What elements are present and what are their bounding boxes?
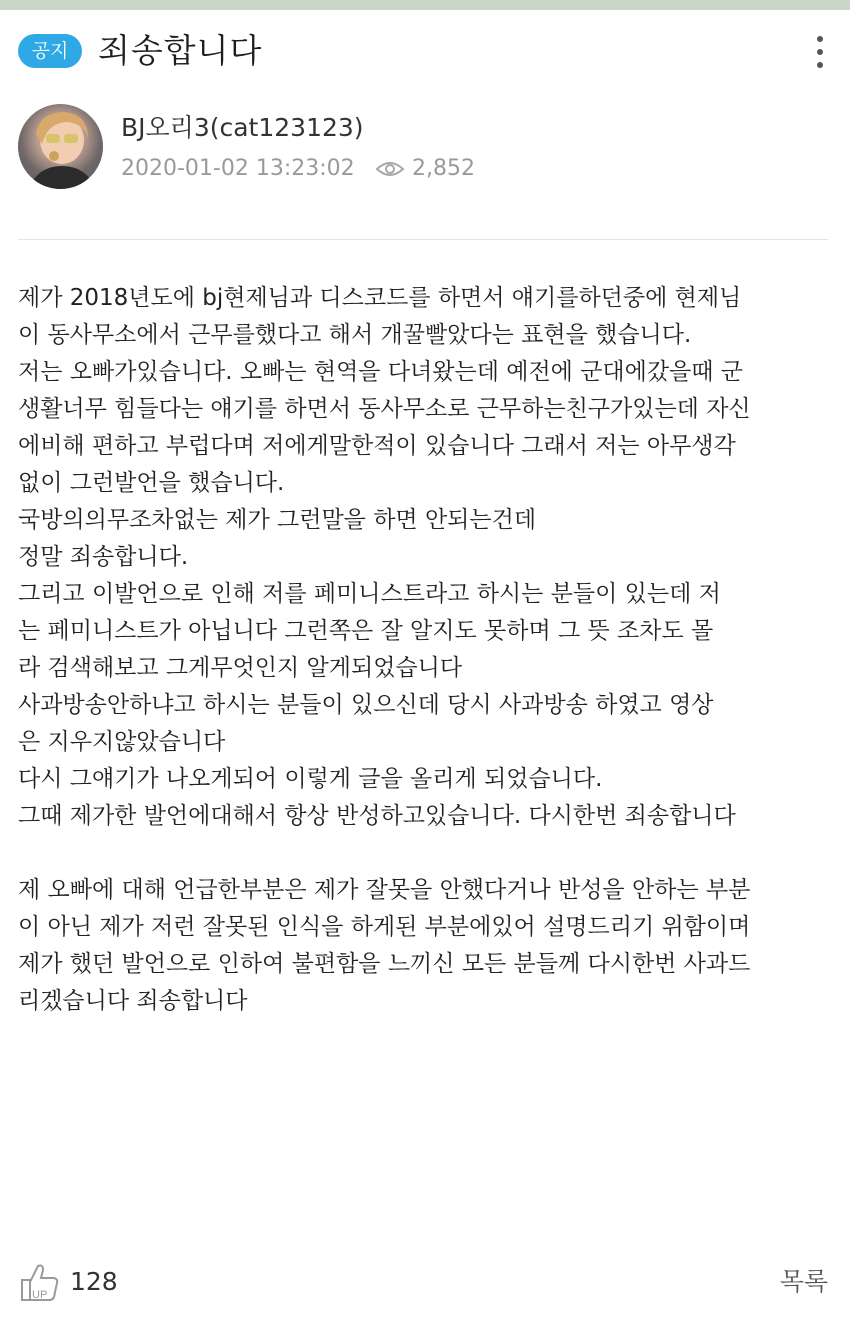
content-line: 이 아닌 제가 저런 잘못된 인식을 하게된 부분에있어 설명드리기 위함이며 bbox=[18, 914, 751, 940]
thumbs-up-icon[interactable] bbox=[18, 1260, 60, 1304]
content-line: 정말 죄송합니다. bbox=[18, 544, 189, 570]
content-line: 이 동사무소에서 근무를했다고 해서 개꿀빨았다는 표현을 했습니다. bbox=[18, 322, 692, 348]
content-line: 사과방송안하냐고 하시는 분들이 있으신데 당시 사과방송 하였고 영상 bbox=[18, 692, 714, 718]
post-header bbox=[18, 28, 832, 74]
more-vertical-icon bbox=[817, 49, 823, 55]
view-count: 2,852 bbox=[412, 156, 475, 181]
content-line: 리겠습니다 죄송합니다 bbox=[18, 988, 248, 1014]
post-date: 2020-01-02 13:23:02 bbox=[121, 156, 355, 181]
content-line: 제가 했던 발언으로 인하여 불편함을 느끼신 모든 분들께 다시한번 사과드 bbox=[18, 951, 751, 977]
more-vertical-icon bbox=[817, 62, 823, 68]
more-options-button[interactable] bbox=[808, 32, 832, 72]
paragraph-gap bbox=[18, 835, 832, 872]
avatar-image-icon bbox=[18, 104, 103, 189]
notice-badge: 공지 bbox=[18, 34, 82, 68]
divider bbox=[18, 239, 828, 240]
post-footer bbox=[18, 1258, 832, 1308]
content-line: 국방의의무조차없는 제가 그런말을 하면 안되는건데 bbox=[18, 507, 537, 533]
content-line: 라 검색해보고 그게무엇인지 알게되었습니다 bbox=[18, 655, 463, 681]
post-title: 죄송합니다 bbox=[98, 31, 263, 70]
more-vertical-icon bbox=[817, 36, 823, 42]
author-info bbox=[18, 102, 832, 192]
svg-text:UP: UP bbox=[32, 1289, 48, 1301]
top-strip bbox=[0, 0, 850, 10]
like-count: 128 bbox=[70, 1267, 118, 1296]
content-line: 제가 2018년도에 bj현제님과 디스코드를 하면서 얘기를하던중에 현제님 bbox=[18, 285, 742, 311]
content-line: 생활너무 힘들다는 얘기를 하면서 동사무소로 근무하는친구가있는데 자신 bbox=[18, 396, 751, 422]
content-line: 저는 오빠가있습니다. 오빠는 현역을 다녀왔는데 예전에 군대에갔을때 군 bbox=[18, 359, 744, 385]
post-content bbox=[18, 280, 832, 1020]
author-name[interactable]: BJ오리3(cat123123) bbox=[121, 113, 364, 142]
content-line: 그때 제가한 발언에대해서 항상 반성하고있습니다. 다시한번 죄송합니다 bbox=[18, 803, 736, 829]
content-line: 는 페미니스트가 아닙니다 그런쪽은 잘 알지도 못하며 그 뜻 조차도 몰 bbox=[18, 618, 714, 644]
content-line: 에비해 편하고 부럽다며 저에게말한적이 있습니다 그래서 저는 아무생각 bbox=[18, 433, 736, 459]
content-line: 그리고 이발언으로 인해 저를 페미니스트라고 하시는 분들이 있는데 저 bbox=[18, 581, 721, 607]
content-line: 제 오빠에 대해 언급한부분은 제가 잘못을 안했다거나 반성을 안하는 부분 bbox=[18, 877, 751, 903]
list-button[interactable]: 목록 bbox=[779, 1267, 828, 1296]
avatar[interactable] bbox=[18, 104, 103, 189]
content-line: 은 지우지않았습니다 bbox=[18, 729, 226, 755]
eye-icon bbox=[375, 158, 405, 180]
content-line: 다시 그얘기가 나오게되어 이렇게 글을 올리게 되었습니다. bbox=[18, 766, 603, 792]
content-line: 없이 그런발언을 했습니다. bbox=[18, 470, 285, 496]
